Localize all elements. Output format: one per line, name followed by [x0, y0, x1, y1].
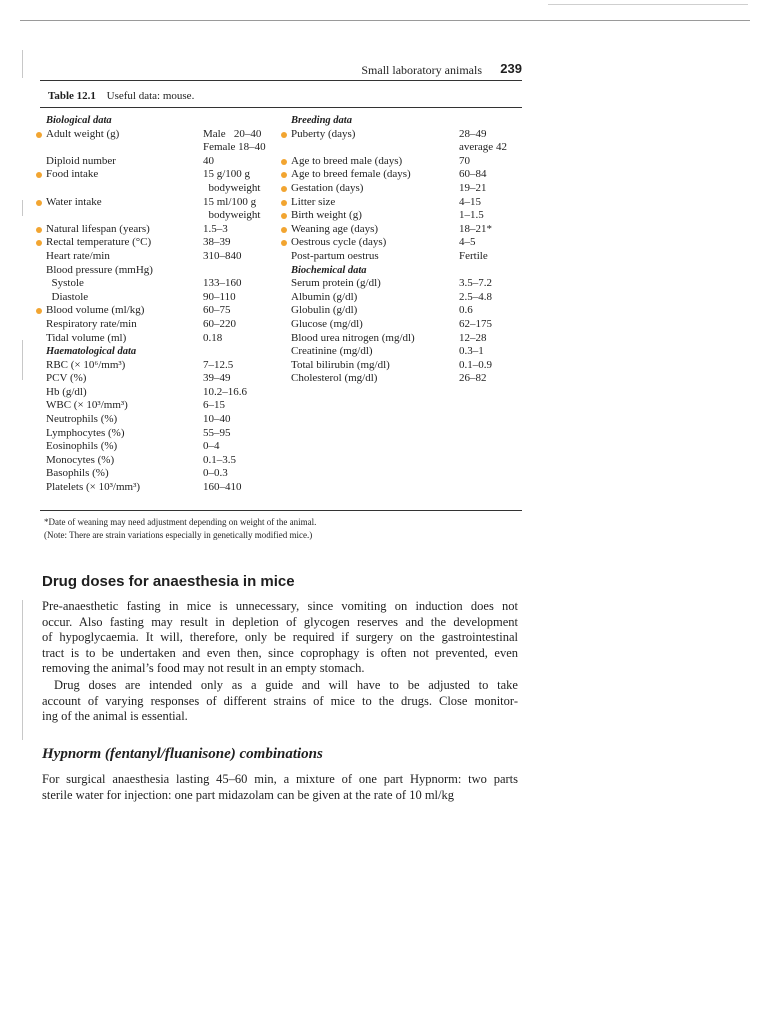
table-row: [46, 264, 286, 278]
table-caption: [48, 90, 194, 102]
highlight-mark-icon: [36, 132, 42, 138]
highlight-mark-icon: [36, 172, 42, 178]
header-rule: [40, 80, 522, 81]
row-label: Serum protein (g/dl): [291, 277, 381, 290]
row-label: Neutrophils (%): [46, 413, 118, 426]
row-value: Female 18–40: [203, 141, 266, 154]
row-label: Diastole: [46, 290, 89, 303]
row-value: 38–39: [203, 236, 231, 249]
row-value: 2.5–4.8: [459, 290, 492, 303]
highlight-mark-icon: [36, 227, 42, 233]
page-number: 239: [500, 61, 522, 76]
row-label: Monocytes (%): [46, 453, 115, 466]
paragraph: [42, 772, 518, 803]
table-row: [291, 304, 523, 318]
row-label: Blood volume (ml/kg): [46, 304, 144, 318]
table-section-heading: [46, 345, 286, 359]
row-value: 6–15: [203, 399, 225, 412]
row-value: 160–410: [203, 481, 242, 494]
row-label: Birth weight (g): [291, 209, 362, 223]
paragraph-line: For surgical anaesthesia lasting 45–60 min, a mixture of one part Hypnorm: two parts: [42, 772, 518, 786]
row-value: 310–840: [203, 249, 242, 262]
row-value: 4–15: [459, 195, 481, 208]
table-row: [291, 209, 523, 223]
table-row: [46, 467, 286, 481]
table-row: [291, 168, 523, 182]
table-row: [291, 332, 523, 346]
table-row: [46, 209, 286, 223]
table-row: [291, 128, 523, 142]
highlight-mark-icon: [281, 213, 287, 219]
row-label: Lymphocytes (%): [46, 426, 125, 439]
section-label: Biological data: [46, 115, 112, 126]
paragraph-line: ing of the animal is essential.: [42, 709, 188, 724]
table-row: [46, 304, 286, 318]
row-label: Adult weight (g): [46, 128, 119, 142]
highlight-mark-icon: [281, 132, 287, 138]
table-section-heading: [291, 264, 523, 278]
paragraph-line: account of varying responses of different strains of mice to the drugs. Close monitor-: [42, 693, 518, 708]
row-value: 0–0.3: [203, 467, 228, 480]
paragraph-line: Pre-anaesthetic fasting in mice is unnecessary, since vomiting on induction does not: [42, 599, 518, 613]
row-label: Natural lifespan (years): [46, 223, 150, 237]
highlight-mark-icon: [281, 172, 287, 178]
row-value: 70: [459, 154, 470, 167]
table-row: [46, 155, 286, 169]
row-value: 18–21*: [459, 222, 492, 235]
margin-mark: [22, 200, 23, 216]
row-label: Age to breed male (days): [291, 155, 402, 169]
row-label: Gestation (days): [291, 182, 363, 196]
row-value: 90–110: [203, 290, 236, 303]
table-number: Table 12.1: [48, 90, 96, 102]
row-label: Post-partum oestrus: [291, 249, 379, 262]
highlight-mark-icon: [36, 308, 42, 314]
table-row: [291, 141, 523, 155]
row-value: 0.18: [203, 331, 223, 344]
table-row: [46, 427, 286, 441]
table-row: [46, 359, 286, 373]
highlight-mark-icon: [281, 159, 287, 165]
row-value: 40: [203, 154, 214, 167]
table-row: [46, 332, 286, 346]
row-label: Eosinophils (%): [46, 440, 118, 453]
table-row: [46, 399, 286, 413]
margin-mark: [22, 50, 23, 78]
highlight-mark-icon: [281, 227, 287, 233]
row-label: Globulin (g/dl): [291, 304, 358, 317]
row-label: Systole: [46, 277, 84, 290]
row-value: 10.2–16.6: [203, 385, 247, 398]
paragraph: [42, 599, 518, 677]
table-row: [46, 141, 286, 155]
table-row: [46, 223, 286, 237]
row-label: Diploid number: [46, 154, 116, 167]
margin-mark: [22, 600, 23, 740]
table-note: (Note: There are strain variations especially in genetically modified mice.): [44, 530, 313, 540]
highlight-mark-icon: [281, 200, 287, 206]
row-label: Hb (g/dl): [46, 385, 87, 398]
table-row: [291, 372, 523, 386]
table-row: [46, 372, 286, 386]
table-row: [46, 454, 286, 468]
table-row: [46, 318, 286, 332]
table-row: [46, 250, 286, 264]
table-row: [291, 236, 523, 250]
row-value: Fertile: [459, 249, 488, 262]
row-value: bodyweight: [203, 209, 261, 222]
table-left-column: [46, 114, 286, 510]
table-section-heading: [291, 114, 523, 128]
row-value: bodyweight: [203, 181, 261, 194]
row-value: 60–75: [203, 304, 231, 317]
row-value: 15 ml/100 g: [203, 195, 257, 208]
row-value: 12–28: [459, 331, 487, 344]
table-row: [291, 223, 523, 237]
row-value: 28–49: [459, 127, 487, 140]
row-label: Cholesterol (mg/dl): [291, 372, 378, 385]
row-value: average 42: [459, 141, 507, 154]
table-footnote: *Date of weaning may need adjustment depending on weight of the animal.: [44, 517, 317, 527]
paragraph-line: of hypoglycaemia. It will, therefore, only be required if surgery on the gastrointestinal: [42, 630, 518, 645]
row-label: Respiratory rate/min: [46, 317, 137, 330]
table-row: [291, 318, 523, 332]
row-label: Rectal temperature (°C): [46, 236, 151, 250]
row-value: 0.3–1: [459, 345, 484, 358]
row-label: Water intake: [46, 196, 102, 210]
highlight-mark-icon: [36, 240, 42, 246]
row-value: 60–220: [203, 317, 236, 330]
paragraph-line: Drug doses are intended only as a guide and will have to be adjusted to take: [54, 678, 518, 692]
row-value: 0–4: [203, 440, 220, 453]
section-label: Biochemical data: [291, 264, 367, 276]
row-label: Age to breed female (days): [291, 168, 411, 182]
table-row: [291, 345, 523, 359]
row-label: Creatinine (mg/dl): [291, 345, 373, 358]
page-header: [40, 61, 522, 79]
table-row: [291, 359, 523, 373]
row-value: 3.5–7.2: [459, 277, 492, 290]
table-row: [46, 128, 286, 142]
table-row: [291, 182, 523, 196]
row-value: Male 20–40: [203, 127, 262, 140]
table-row: [291, 277, 523, 291]
subsection-heading: Hypnorm (fentanyl/fluanisone) combinations: [42, 746, 323, 762]
row-label: Litter size: [291, 196, 335, 210]
row-value: 0.1–0.9: [459, 358, 492, 371]
table-row: [46, 291, 286, 305]
row-label: Food intake: [46, 168, 98, 182]
row-label: Blood pressure (mmHg): [46, 263, 153, 276]
row-value: 55–95: [203, 426, 231, 439]
row-value: 4–5: [459, 236, 476, 249]
paragraph-line: sterile water for injection: one part midazolam can be given at the rate of 10 ml/kg: [42, 787, 454, 802]
row-value: 10–40: [203, 413, 231, 426]
table-row: [46, 413, 286, 427]
table-row: [46, 277, 286, 291]
table-right-column: [291, 114, 523, 404]
row-label: Albumin (g/dl): [291, 290, 358, 303]
section-label: Haematological data: [46, 346, 137, 358]
row-label: PCV (%): [46, 372, 87, 385]
scan-edge-line-right: [548, 4, 748, 5]
row-label: Platelets (× 10³/mm³): [46, 481, 141, 494]
section-heading: Drug doses for anaesthesia in mice: [42, 573, 295, 590]
table-row: [291, 196, 523, 210]
table-row: [46, 386, 286, 400]
table-rule-top: [40, 107, 522, 108]
table-row: [46, 196, 286, 210]
row-label: RBC (× 10⁶/mm³): [46, 358, 126, 371]
row-label: Puberty (days): [291, 128, 355, 142]
scan-edge-line: [20, 20, 750, 21]
table-row: [46, 481, 286, 495]
paragraph-line: tract is to be undertaken and even then, since coprophagy is often not prevented, even: [42, 645, 518, 660]
table-rule-bottom: [40, 510, 522, 511]
row-value: 60–84: [459, 168, 487, 181]
row-label: Heart rate/min: [46, 249, 110, 262]
row-label: Basophils (%): [46, 467, 109, 480]
margin-mark: [22, 340, 23, 380]
section-label: Breeding data: [291, 115, 352, 126]
table-title: Useful data: mouse.: [106, 90, 195, 102]
row-value: 0.1–3.5: [203, 453, 236, 466]
paragraph-line: removing the animal’s food may not result in an empty stomach.: [42, 661, 365, 676]
highlight-mark-icon: [36, 200, 42, 206]
row-value: 7–12.5: [203, 358, 234, 371]
row-label: WBC (× 10³/mm³): [46, 399, 128, 412]
row-value: 133–160: [203, 277, 242, 290]
running-title: Small laboratory animals: [361, 63, 482, 77]
table-section-heading: [46, 114, 286, 128]
row-value: 26–82: [459, 372, 487, 385]
row-value: 19–21: [459, 181, 487, 194]
table-row: [46, 440, 286, 454]
table-row: [46, 168, 286, 182]
table-row: [46, 236, 286, 250]
row-label: Blood urea nitrogen (mg/dl): [291, 331, 415, 344]
row-value: 15 g/100 g: [203, 168, 251, 181]
table-row: [291, 250, 523, 264]
row-value: 0.6: [459, 304, 473, 317]
table-row: [291, 155, 523, 169]
row-label: Total bilirubin (mg/dl): [291, 358, 390, 371]
row-label: Oestrous cycle (days): [291, 236, 386, 250]
highlight-mark-icon: [281, 186, 287, 192]
row-label: Glucose (mg/dl): [291, 317, 363, 330]
row-value: 39–49: [203, 372, 231, 385]
highlight-mark-icon: [281, 240, 287, 246]
table-row: [46, 182, 286, 196]
paragraph-line: occur. Also fasting may result in depletion of glycogen reserves and the development: [42, 614, 518, 629]
table-row: [291, 291, 523, 305]
row-label: Weaning age (days): [291, 223, 378, 237]
row-value: 62–175: [459, 317, 492, 330]
row-value: 1.5–3: [203, 222, 228, 235]
row-value: 1–1.5: [459, 209, 484, 222]
paragraph: [42, 678, 518, 725]
row-label: Tidal volume (ml): [46, 331, 127, 344]
